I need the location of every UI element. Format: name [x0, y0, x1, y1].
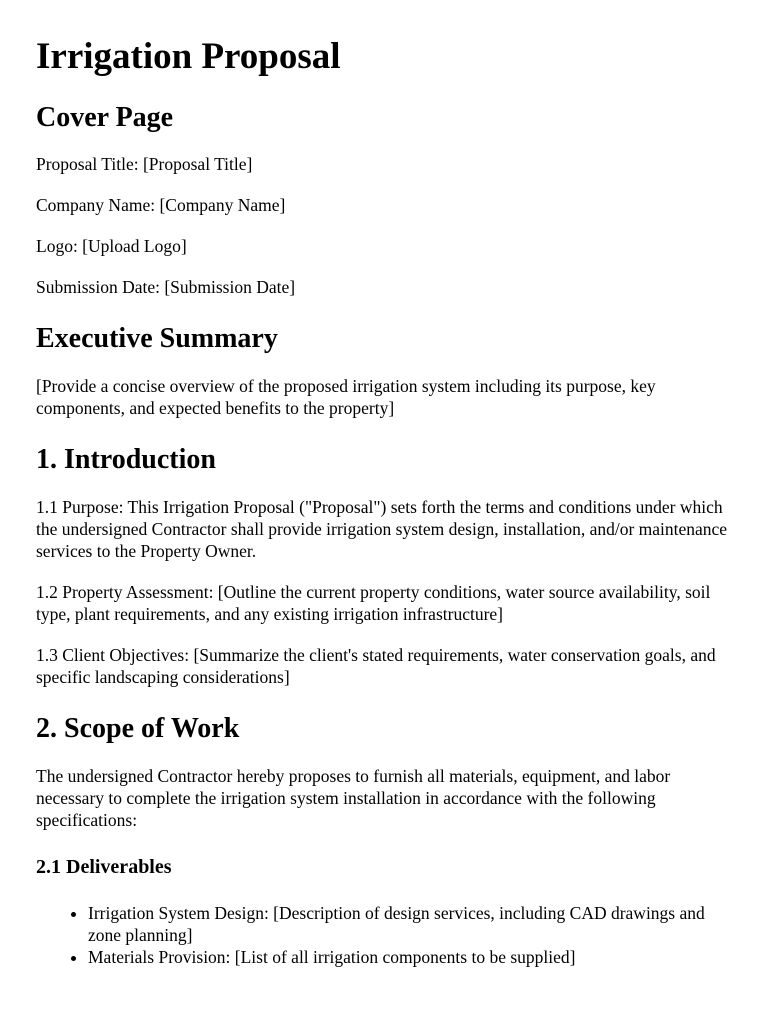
client-objectives-paragraph: 1.3 Client Objectives: [Summarize the client's stated requirements, water conservation goals, and specific landscaping considerations] [36, 645, 716, 687]
scope-of-work-heading: 2. Scope of Work [36, 713, 240, 744]
introduction-heading: 1. Introduction [36, 444, 216, 475]
deliverables-heading: 2.1 Deliverables [36, 856, 172, 878]
scope-of-work-text: The undersigned Contractor hereby proposes to furnish all materials, equipment, and labor necessary to complete the irrigation system installation in accordance with the following specifications: [36, 766, 671, 830]
cover-page-heading: Cover Page [36, 102, 174, 133]
list-item: • Irrigation System Design: [Description of design services, including CAD drawings and zone planning] [88, 902, 740, 946]
executive-summary-heading: Executive Summary [36, 323, 278, 354]
deliverables-list [36, 902, 740, 968]
cover-page-fields [36, 153, 740, 298]
submission-date-field: Submission Date: [Submission Date] [36, 277, 296, 297]
document-title: Irrigation Proposal [36, 36, 341, 77]
purpose-paragraph: 1.1 Purpose: This Irrigation Proposal ("Proposal") sets forth the terms and conditions under which the undersigned Contractor shall provide irrigation system design, installation, and/or maintenance services to the Property Owner. [36, 497, 728, 561]
property-assessment-paragraph: 1.2 Property Assessment: [Outline the current property conditions, water source availability, soil type, plant requirements, and any existing irrigation infrastructure] [36, 582, 711, 624]
company-name-field: Company Name: [Company Name] [36, 195, 286, 215]
proposal-title-field: Proposal Title: [Proposal Title] [36, 154, 253, 174]
executive-summary-text: [Provide a concise overview of the proposed irrigation system including its purpose, key components, and expected benefits to the property] [36, 376, 656, 418]
list-item: • Materials Provision: [List of all irrigation components to be supplied] [88, 946, 740, 968]
logo-field: Logo: [Upload Logo] [36, 236, 187, 256]
